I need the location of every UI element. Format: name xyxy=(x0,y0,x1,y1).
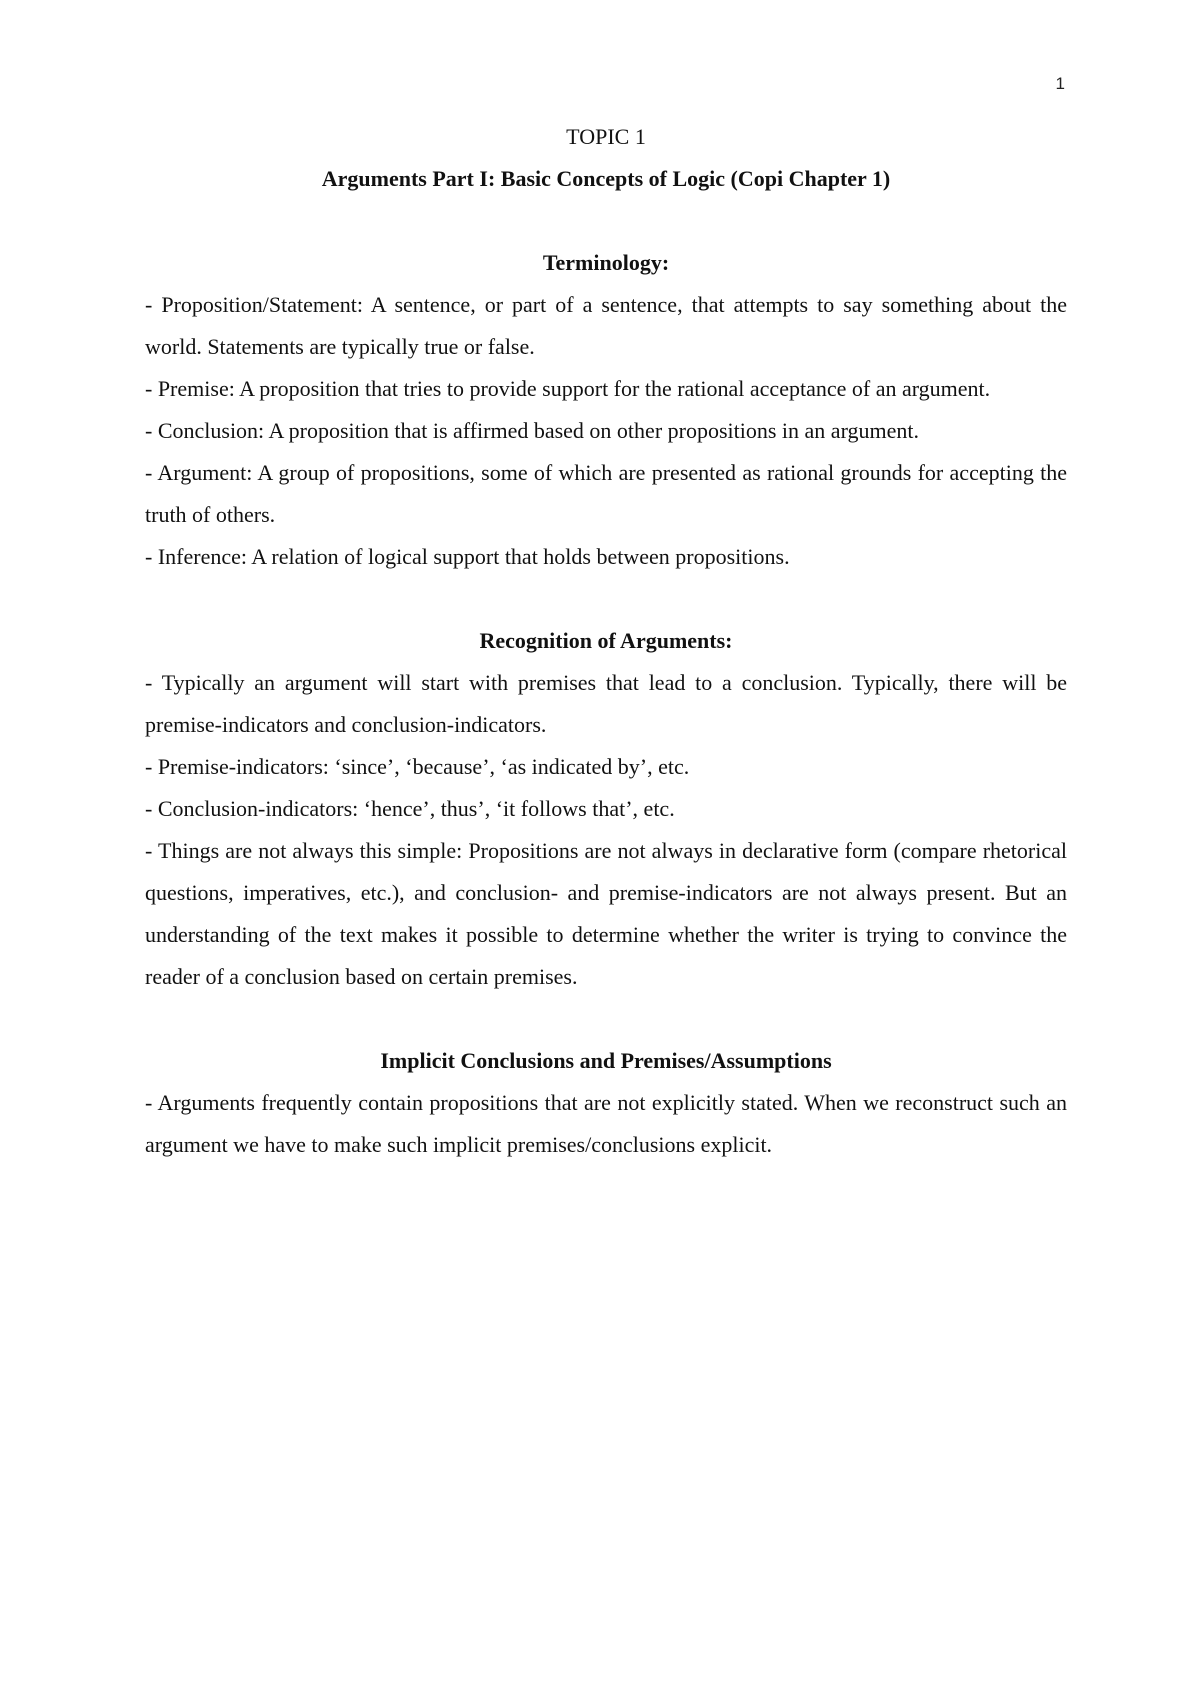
document-topic: TOPIC 1 xyxy=(566,124,646,149)
document-title: Arguments Part I: Basic Concepts of Logic (Copi Chapter 1) xyxy=(321,166,891,191)
paragraph: - Conclusion-indicators: ‘hence’, thus’, ‘it follows that’, etc. xyxy=(145,796,675,821)
paragraph: - Premise: A proposition that tries to provide support for the rational acceptance of an argument. xyxy=(145,376,991,401)
page-number: 1 xyxy=(1055,74,1065,93)
paragraph: - Premise-indicators: ‘since’, ‘because’, ‘as indicated by’, etc. xyxy=(145,754,690,779)
paragraph: - Arguments frequently contain propositions that are not explicitly stated. When we reconstruct such an argument we have to make such implicit premises/conclusions explicit. xyxy=(145,1090,1067,1157)
paragraph: - Inference: A relation of logical support that holds between propositions. xyxy=(145,544,790,569)
section-heading: Terminology: xyxy=(542,250,670,275)
section-heading: Recognition of Arguments: xyxy=(479,628,733,653)
section-recognition-of-arguments xyxy=(145,620,1067,998)
paragraph: - Proposition/Statement: A sentence, or part of a sentence, that attempts to say something about the world. Statements are typically true or false. xyxy=(145,292,1067,359)
document-body xyxy=(145,116,1067,1166)
spacer xyxy=(145,998,1067,1040)
paragraph: - Typically an argument will start with premises that lead to a conclusion. Typically, there will be premise-indicators and conclusion-indicators. xyxy=(145,670,1067,737)
section-heading: Implicit Conclusions and Premises/Assumptions xyxy=(380,1048,832,1073)
section-terminology xyxy=(145,242,1067,578)
spacer xyxy=(145,578,1067,620)
spacer xyxy=(145,200,1067,242)
paragraph: - Things are not always this simple: Propositions are not always in declarative form (compare rhetorical questions, imperatives, etc.), and conclusion- and premise-indicators are not always present. But an understanding of the text makes it possible to determine whether the writer is trying to convince the reader of a conclusion based on certain premises. xyxy=(145,838,1067,989)
paragraph: - Conclusion: A proposition that is affirmed based on other propositions in an argument. xyxy=(145,418,919,443)
section-implicit-conclusions xyxy=(145,1040,1067,1166)
paragraph: - Argument: A group of propositions, some of which are presented as rational grounds for accepting the truth of others. xyxy=(145,460,1067,527)
